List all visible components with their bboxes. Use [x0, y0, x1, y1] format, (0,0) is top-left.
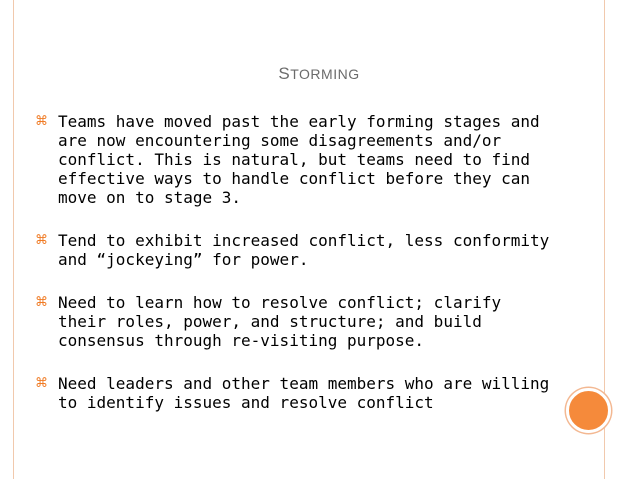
bullet-list [35, 112, 555, 436]
title-initial: S [278, 64, 291, 83]
bullet-text: Teams have moved past the early forming stages and are now encountering some disagreements and/or conflict. This is natural, but teams need to find effective ways to handle conflict before they can move on to stage 3. [58, 112, 540, 207]
bullet-text: Need leaders and other team members who are willing to identify issues and resolve conflict [58, 374, 550, 412]
bullet-item [35, 293, 555, 350]
title-rest: TORMING [290, 66, 360, 82]
clover-bullet-icon: ⌘ [35, 295, 48, 310]
bullet-item [35, 374, 555, 412]
bullet-item [35, 231, 555, 269]
bullet-item [35, 112, 555, 207]
bullet-text: Need to learn how to resolve conflict; clarify their roles, power, and structure; and build consensus through re-visiting purpose. [58, 293, 502, 350]
bullet-text: Tend to exhibit increased conflict, less conformity and “jockeying” for power. [58, 231, 550, 269]
clover-bullet-icon: ⌘ [35, 376, 48, 391]
slide-title [0, 64, 638, 84]
clover-bullet-icon: ⌘ [35, 114, 48, 129]
decorative-circle [566, 388, 611, 433]
clover-bullet-icon: ⌘ [35, 233, 48, 248]
